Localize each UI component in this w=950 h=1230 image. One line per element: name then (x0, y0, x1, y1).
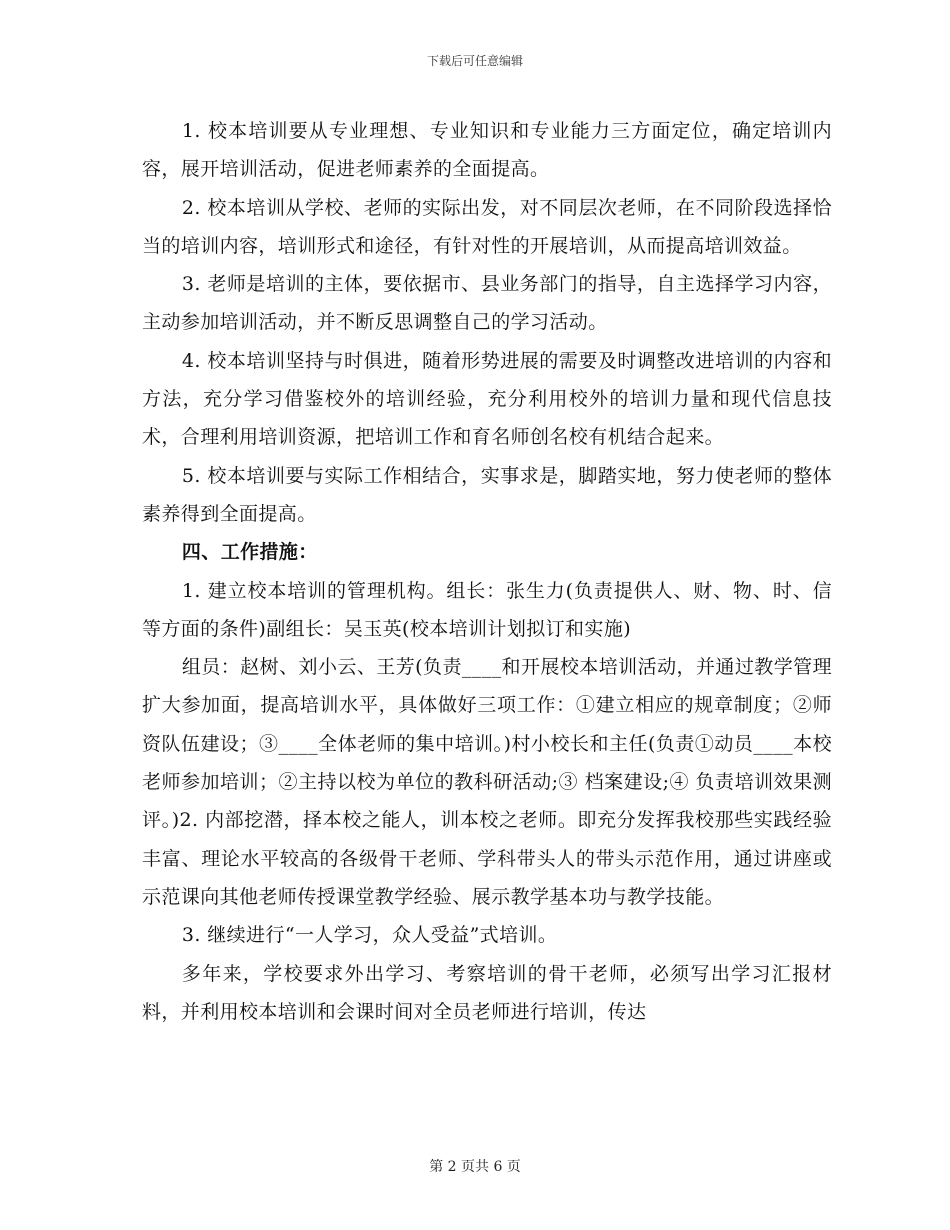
paragraph-5: 5. 校本培训要与实际工作相结合，实事求是，脚踏实地，努力使老师的整体素养得到全面提高。 (142, 464, 832, 525)
section-heading-measures: 四、工作措施： (181, 541, 318, 564)
paragraph-measure-3: 3. 继续进行“一人学习，众人受益”式培训。 (181, 924, 558, 947)
paragraph-3: 3. 老师是培训的主体，要依据市、县业务部门的指导，自主选择学习内容，主动参加培训活动，并不断反思调整自己的学习活动。 (142, 273, 832, 334)
paragraph-years: 多年来，学校要求外出学习、考察培训的骨干老师，必须写出学习汇报材料，并利用校本培训和会课时间对全员老师进行培训，传达 (142, 962, 832, 1023)
header-note: 下载后可任意编辑 (426, 54, 523, 68)
paragraph-2: 2. 校本培训从学校、老师的实际出发，对不同层次老师，在不同阶段选择恰当的培训内容，培训形式和途径，有针对性的开展培训，从而提高培训效益。 (142, 196, 832, 257)
document-body (142, 112, 832, 1031)
paragraph-1: 1. 校本培训要从专业理想、专业知识和专业能力三方面定位，确定培训内容，展开培训活动，促进老师素养的全面提高。 (142, 120, 832, 181)
paragraph-4: 4. 校本培训坚持与时俱进，随着形势进展的需要及时调整改进培训的内容和方法，充分学习借鉴校外的培训经验，充分利用校外的培训力量和现代信息技术，合理利用培训资源，把培训工作和育名师创名校有机结合起来。 (142, 349, 832, 449)
paragraph-measure-1: 1. 建立校本培训的管理机构。组长：张生力(负责提供人、财、物、时、信等方面的条件)副组长：吴玉英(校本培训计划拟订和实施) (142, 579, 832, 640)
paragraph-members: 组员：赵树、刘小云、王芳(负责____和开展校本培训活动，并通过教学管理扩大参加面，提高培训水平，具体做好三项工作：①建立相应的规章制度；②师资队伍建设；③____全体老师的集中培训。)村小校长和主任(负责①动员____本校老师参加培训；②主持以校为单位的教科研活动;③ 档案建设;④ 负责培训效果测评。)2. 内部挖潜，择本校之能人，训本校之老师。即充分发挥我校那些实践经验丰富、理论水平较高的各级骨干老师、学科带头人的带头示范作用，通过讲座或示范课向其他老师传授课堂教学经验、展示教学基本功与教学技能。 (142, 656, 832, 908)
page-number: 第 2 页共 6 页 (429, 1159, 521, 1175)
